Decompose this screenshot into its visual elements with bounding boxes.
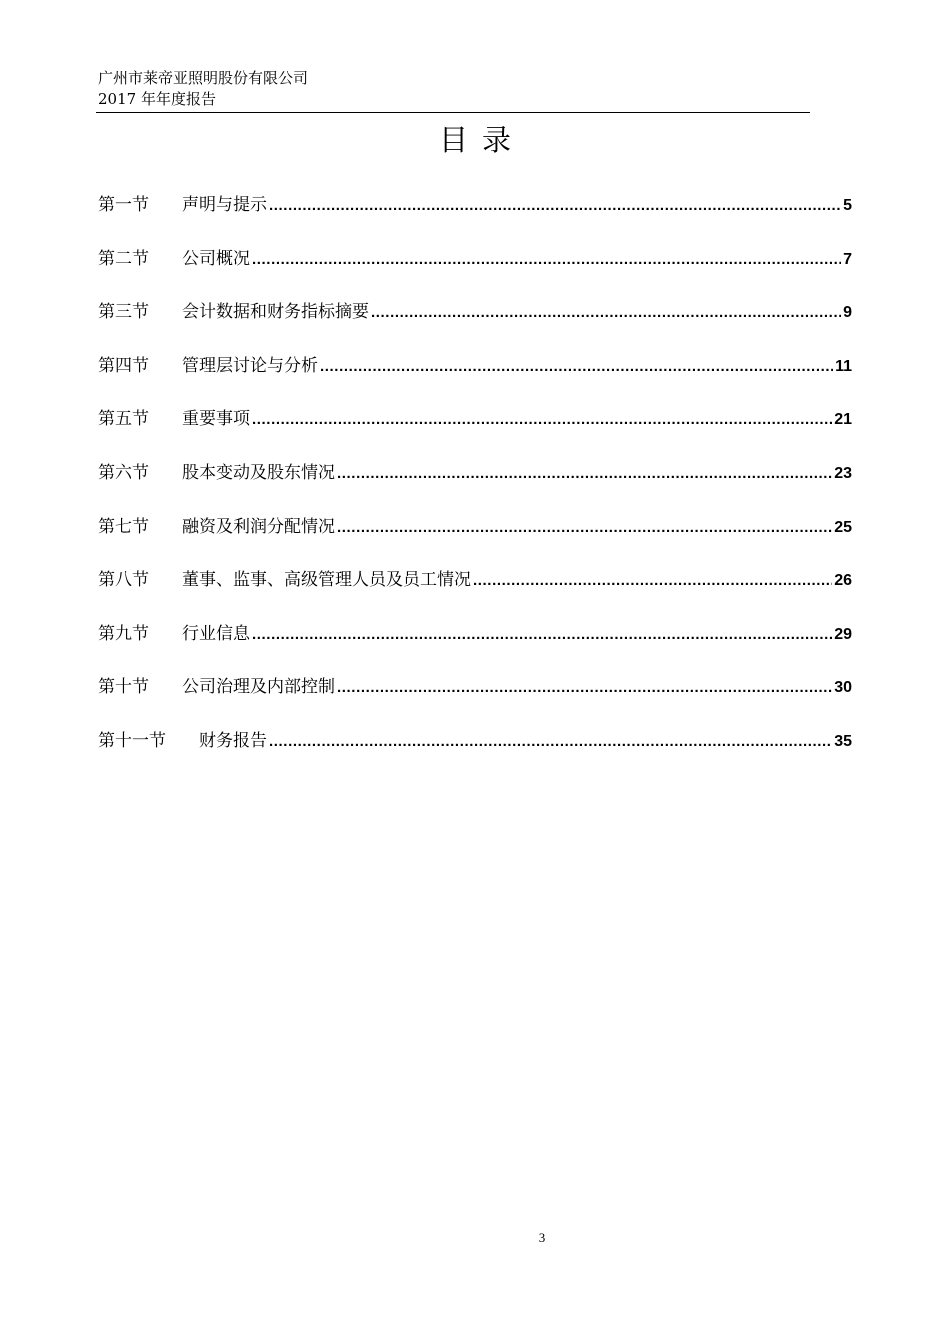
toc-section-label: 第十节 xyxy=(98,677,149,698)
toc-page-number: 26 xyxy=(834,572,852,590)
toc-section-title: 会计数据和财务指标摘要 xyxy=(182,302,369,323)
toc-dot-leader xyxy=(337,461,832,487)
toc-section-title: 董事、监事、高级管理人员及员工情况 xyxy=(182,570,471,591)
toc-page-number: 30 xyxy=(834,679,852,697)
toc-entry[interactable] xyxy=(98,299,852,353)
toc-page-number: 35 xyxy=(834,732,852,750)
report-name: 2017 年年度报告 xyxy=(98,90,216,108)
table-of-contents xyxy=(98,192,852,782)
toc-page-number: 21 xyxy=(834,411,852,429)
toc-entry[interactable] xyxy=(98,406,852,460)
toc-section-label: 第九节 xyxy=(98,623,149,644)
toc-dot-leader xyxy=(252,622,832,648)
toc-entry[interactable] xyxy=(98,674,852,728)
toc-page-number: 5 xyxy=(843,197,852,214)
toc-dot-leader xyxy=(269,729,832,755)
toc-page-number: 9 xyxy=(843,304,852,322)
toc-entry[interactable] xyxy=(98,460,852,514)
toc-dot-leader xyxy=(337,515,832,541)
toc-page-number: 11 xyxy=(835,357,852,375)
toc-page-number: 25 xyxy=(834,518,852,536)
toc-section-label: 第一节 xyxy=(98,195,149,215)
toc-page-number: 23 xyxy=(834,464,852,482)
toc-section-title: 管理层讨论与分析 xyxy=(182,355,318,376)
page-title: 目录 xyxy=(438,123,525,157)
toc-section-label: 第三节 xyxy=(98,302,149,323)
toc-section-label: 第六节 xyxy=(98,462,149,483)
toc-section-label: 第四节 xyxy=(98,355,149,376)
toc-dot-leader xyxy=(252,407,832,433)
page-number: 3 xyxy=(538,1230,546,1245)
toc-section-title: 行业信息 xyxy=(182,623,250,644)
toc-entry[interactable] xyxy=(98,353,852,407)
toc-dot-leader xyxy=(320,354,833,380)
toc-section-label: 第五节 xyxy=(98,409,149,430)
toc-entry[interactable] xyxy=(98,514,852,568)
toc-section-title: 股本变动及股东情况 xyxy=(182,462,335,483)
toc-entry[interactable] xyxy=(98,567,852,621)
toc-dot-leader xyxy=(337,675,832,701)
toc-section-title: 公司概况 xyxy=(182,248,250,269)
toc-section-title: 声明与提示 xyxy=(182,195,267,215)
toc-section-title: 重要事项 xyxy=(182,409,250,430)
toc-entry[interactable] xyxy=(98,192,852,246)
header-divider xyxy=(96,112,810,113)
toc-section-label: 第八节 xyxy=(98,570,149,591)
toc-section-title: 公司治理及内部控制 xyxy=(182,677,335,698)
toc-page-number: 7 xyxy=(843,250,852,268)
toc-dot-leader xyxy=(371,300,841,326)
toc-section-title: 财务报告 xyxy=(199,730,267,751)
toc-entry[interactable] xyxy=(98,246,852,300)
toc-section-label: 第二节 xyxy=(98,248,149,269)
toc-entry[interactable] xyxy=(98,621,852,675)
toc-section-label: 第七节 xyxy=(98,516,149,537)
toc-section-title: 融资及利润分配情况 xyxy=(182,516,335,537)
toc-page-number: 29 xyxy=(834,625,852,643)
toc-dot-leader xyxy=(473,568,832,594)
company-name: 广州市莱帝亚照明股份有限公司 xyxy=(98,69,309,87)
toc-dot-leader xyxy=(252,247,841,273)
toc-dot-leader xyxy=(269,193,841,219)
toc-entry[interactable] xyxy=(98,728,852,782)
toc-section-label: 第十一节 xyxy=(98,730,166,751)
page-header xyxy=(98,68,810,110)
